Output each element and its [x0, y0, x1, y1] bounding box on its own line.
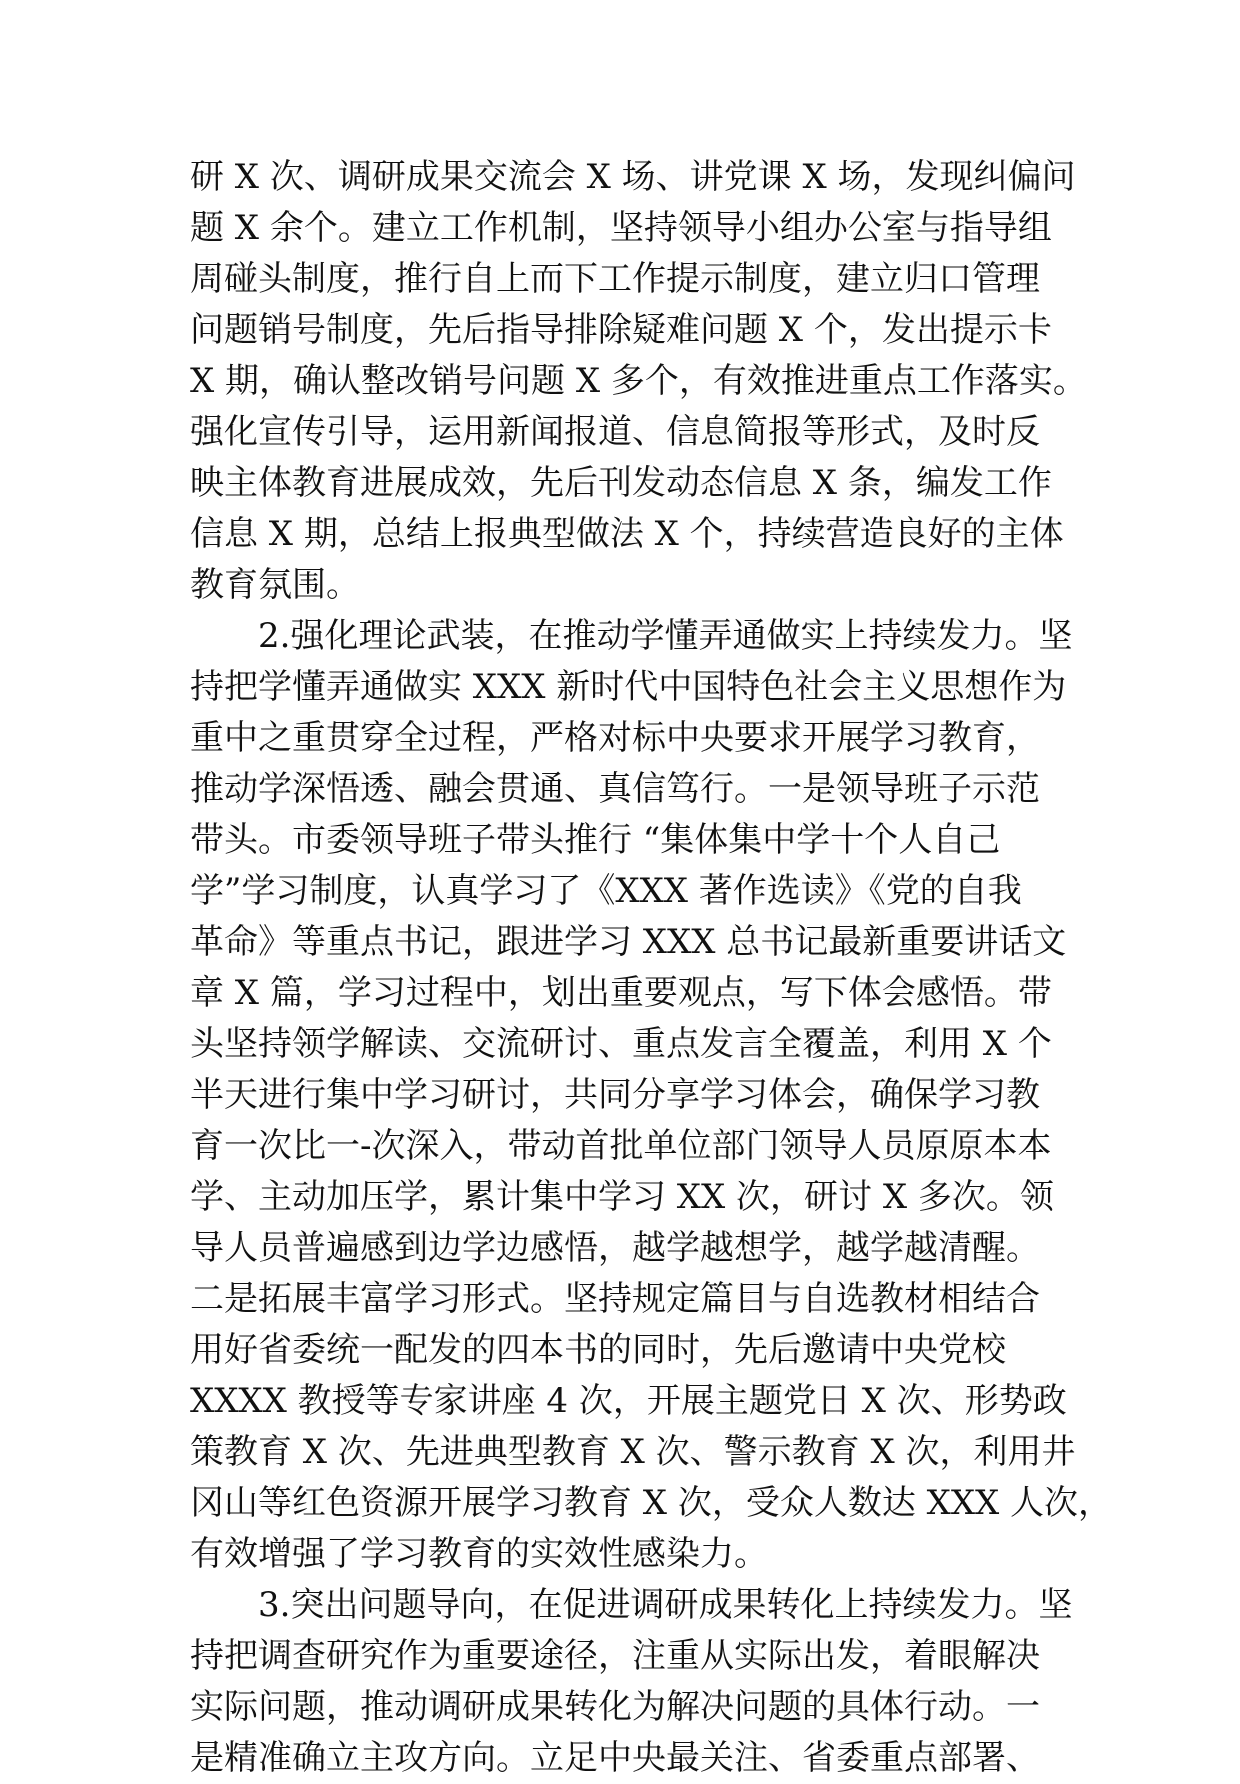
text-line: 用好省委统一配发的四本书的同时，先后邀请中央党校 — [190, 1330, 1006, 1370]
text-line: 强化宣传引导，运用新闻报道、信息简报等形式，及时反 — [190, 412, 1040, 452]
text-line: 重中之重贯穿全过程，严格对标中央要求开展学习教育， — [190, 718, 1040, 758]
text-line: 教育氛围。 — [190, 565, 360, 605]
text-line: 二是拓展丰富学习形式。坚持规定篇目与自选教材相结合 — [190, 1279, 1040, 1319]
section-2-heading-line: 2.强化理论武装，在推动学懂弄通做实上持续发力。坚 — [258, 616, 1073, 656]
body-text — [190, 152, 1113, 1784]
text-line: 研 X 次、调研成果交流会 X 场、讲党课 X 场，发现纠偏问 — [190, 157, 1076, 197]
text-line: 信息 X 期，总结上报典型做法 X 个，持续营造良好的主体 — [190, 514, 1064, 554]
text-line: 学、主动加压学，累计集中学习 XX 次，研讨 X 多次。领 — [190, 1177, 1054, 1217]
text-line: 策教育 X 次、先进典型教育 X 次、警示教育 X 次，利用井 — [190, 1432, 1076, 1472]
text-line: 问题销号制度，先后指导排除疑难问题 X 个，发出提示卡 — [190, 310, 1052, 350]
text-line: 导人员普遍感到边学边感悟，越学越想学，越学越清醒。 — [190, 1228, 1040, 1268]
text-line: 有效增强了学习教育的实效性感染力。 — [190, 1534, 768, 1574]
text-line: X 期，确认整改销号问题 X 多个，有效推进重点工作落实。 — [190, 361, 1087, 401]
text-line: 育一次比一-次深入，带动首批单位部门领导人员原原本本 — [190, 1126, 1052, 1166]
text-line: 映主体教育进展成效，先后刊发动态信息 X 条，编发工作 — [190, 463, 1052, 503]
text-line: 持把调查研究作为重要途径，注重从实际出发，着眼解决 — [190, 1636, 1040, 1676]
text-line: 冈山等红色资源开展学习教育 X 次，受众人数达 XXX 人次， — [190, 1483, 1113, 1523]
text-line: 实际问题，推动调研成果转化为解决问题的具体行动。一 — [190, 1687, 1040, 1727]
text-line: 半天进行集中学习研讨，共同分享学习体会，确保学习教 — [190, 1075, 1040, 1115]
text-line: 周碰头制度，推行自上而下工作提示制度，建立归口管理 — [190, 259, 1040, 299]
text-line: 推动学深悟透、融会贯通、真信笃行。一是领导班子示范 — [190, 769, 1040, 809]
text-line: 题 X 余个。建立工作机制，坚持领导小组办公室与指导组 — [190, 208, 1052, 248]
text-line: 章 X 篇，学习过程中，划出重要观点，写下体会感悟。带 — [190, 973, 1052, 1013]
text-line: 学”学习制度，认真学习了《XXX 著作选读》《党的自我 — [190, 871, 1022, 911]
text-line: 头坚持领学解读、交流研讨、重点发言全覆盖，利用 X 个 — [190, 1024, 1052, 1064]
text-line: XXXX 教授等专家讲座 4 次，开展主题党日 X 次、形势政 — [190, 1381, 1067, 1421]
text-line: 带头。市委领导班子带头推行 “集体集中学十个人自己 — [190, 820, 1001, 860]
text-line: 是精准确立主攻方向。立足中央最关注、省委重点部署、 — [190, 1738, 1040, 1778]
text-line: 持把学懂弄通做实 XXX 新时代中国特色社会主义思想作为 — [190, 667, 1067, 707]
section-3-heading-line: 3.突出问题导向，在促进调研成果转化上持续发力。坚 — [258, 1585, 1073, 1625]
text-line: 革命》等重点书记，跟进学习 XXX 总书记最新重要讲话文 — [190, 922, 1067, 962]
